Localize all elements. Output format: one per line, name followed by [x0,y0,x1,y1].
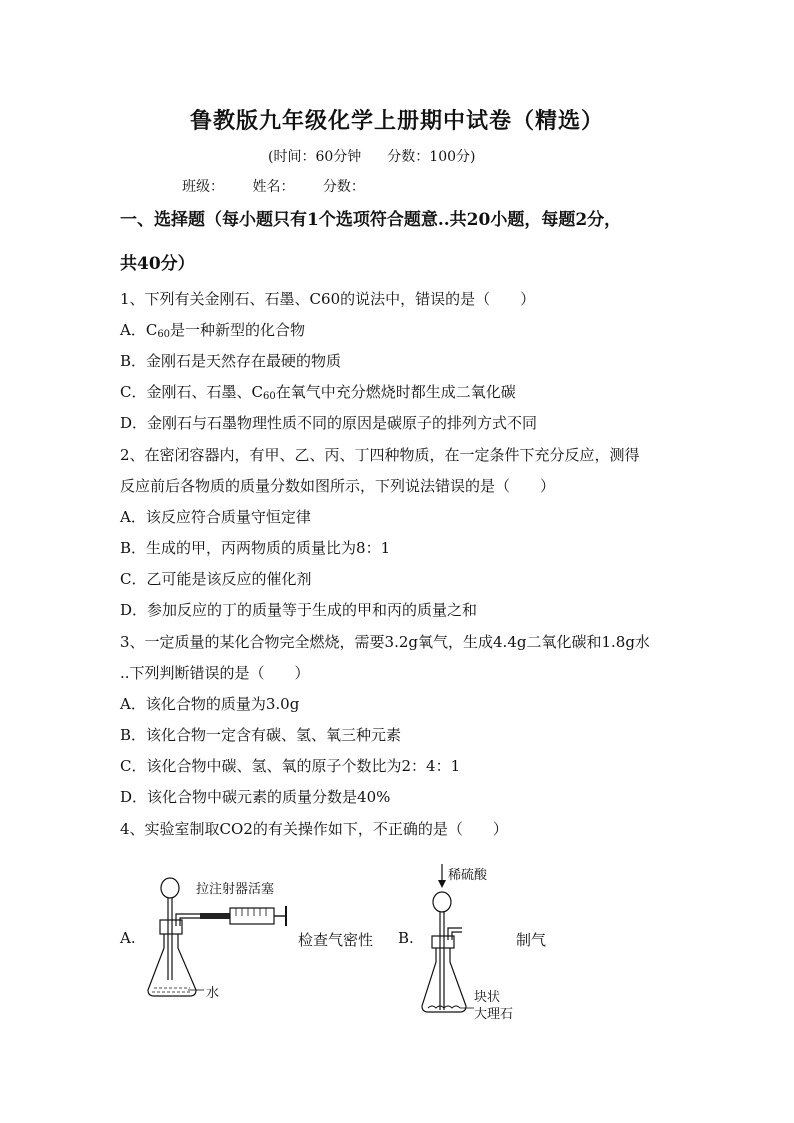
exam-meta [268,146,501,166]
question-3-option-a: A．该化合物的质量为3.0g [120,695,300,713]
name-label: 姓名： [252,179,295,195]
question-4-option-a-label: A. [120,929,136,947]
syringe-label: 拉注射器活塞 [196,882,275,897]
question-3-option-b: B．该化合物一定含有碳、氢、氧三种元素 [120,726,402,744]
question-1-option-b: B．金刚石是天然存在最硬的物质 [120,352,342,370]
question-1-option-c [120,382,680,407]
q1-c-prefix: C．金刚石、石墨、C [120,383,263,401]
student-info [182,176,389,196]
question-2-option-c: C．乙可能是该反应的催化剂 [120,570,312,588]
question-2-stem-line2: 反应前后各物质的质量分数如图所示，下列说法错误的是（ ） [120,477,556,495]
marble-label-line2: 大理石 [474,1007,514,1022]
section-heading-line2: 共40分） [120,254,195,274]
question-2-option-d: D．参加反应的丁的质量等于生成的甲和丙的质量之和 [120,601,478,619]
time-limit: (时间：60分钟 [268,149,362,165]
class-label: 班级： [182,179,224,195]
question-2-option-a: A．该反应符合质量守恒定律 [120,508,311,526]
marble-label-line1: 块状 [474,990,501,1005]
question-1-option-d: D．金刚石与石墨物理性质不同的原因是碳原子的排列方式不同 [120,414,538,432]
question-2-option-b: B．生成的甲，丙两物质的质量比为8：1 [120,539,391,557]
acid-label: 稀硫酸 [448,868,488,883]
page-title: 鲁教版九年级化学上册期中试卷（精选） [189,108,604,134]
gas-generation-apparatus-figure [418,860,518,1020]
question-4-stem: 4、实验室制取CO2的有关操作如下，不正确的是（ ） [120,820,508,838]
q1-a-suffix: 是一种新型的化合物 [170,321,306,339]
section-heading-line1: 一、选择题（每小题只有1个选项符合题意..共20小题，每题2分， [120,210,622,230]
total-score: 分数：100分) [387,149,476,165]
question-3-option-d: D．该化合物中碳元素的质量分数是40% [120,788,391,806]
section-heading [120,201,680,283]
question-1-stem: 1、下列有关金刚石、石墨、C60的说法中，错误的是（ ） [120,290,536,308]
question-2-stem-line1: 2、在密闭容器内，有甲、乙、丙、丁四种物质，在一定条件下充分反应，测得 [120,446,640,464]
question-4-option-b-caption: 制气 [516,931,547,949]
q1-a-subscript: 60 [157,329,171,340]
question-4-option-a-caption: 检查气密性 [298,931,374,949]
question-3-option-c: C．该化合物中碳、氢、氧的原子个数比为2：4：1 [120,757,461,775]
water-label: 水 [206,986,220,1001]
score-label: 分数： [322,179,365,195]
q1-c-subscript: 60 [262,391,276,402]
question-4-option-b-label: B. [398,929,414,947]
question-1-option-a [120,320,680,345]
question-3-stem-line2: ..下列判断错误的是（ ） [120,664,310,682]
q1-a-prefix: A．C [120,321,158,339]
question-3-stem-line1: 3、一定质量的某化合物完全燃烧，需要3.2g氧气，生成4.4g二氧化碳和1.8g水 [120,633,650,651]
q1-c-suffix: 在氧气中充分燃烧时都生成二氧化碳 [275,383,516,401]
